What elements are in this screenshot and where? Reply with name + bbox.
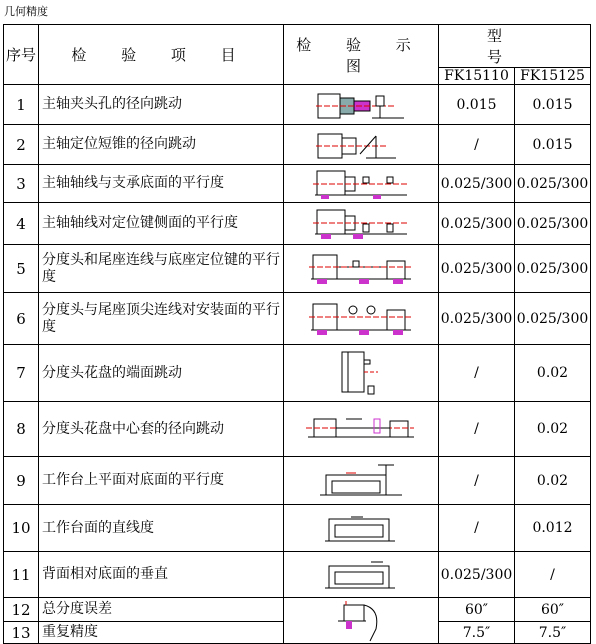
table-row xyxy=(4,165,591,203)
row-number: 2 xyxy=(4,125,39,165)
header-seq: 序号 xyxy=(4,25,39,85)
value-fk15125: 0.025/300 xyxy=(515,293,591,345)
value-fk15110: / xyxy=(439,125,515,165)
value-fk15110: 60″ xyxy=(439,598,515,622)
table-row xyxy=(4,125,591,165)
value-fk15110: 0.025/300 xyxy=(439,245,515,293)
row-number: 4 xyxy=(4,203,39,245)
row-number: 3 xyxy=(4,165,39,203)
row-item: 工作台面的直线度 xyxy=(39,505,284,552)
diagram-9 xyxy=(284,457,439,505)
value-fk15110: 7.5″ xyxy=(439,622,515,644)
diagram-11 xyxy=(284,552,439,598)
row-number: 7 xyxy=(4,345,39,402)
row-number: 1 xyxy=(4,85,39,125)
diagram-2 xyxy=(284,125,439,165)
table-row xyxy=(4,245,591,293)
table-row xyxy=(4,505,591,552)
row-number: 13 xyxy=(4,622,39,644)
diagram-5 xyxy=(284,245,439,293)
header-diagram: 检 验 示 图 xyxy=(284,25,439,85)
value-fk15110: 0.025/300 xyxy=(439,203,515,245)
table-row xyxy=(4,293,591,345)
row-number: 9 xyxy=(4,457,39,505)
value-fk15110: 0.025/300 xyxy=(439,165,515,203)
diagram-4 xyxy=(284,203,439,245)
value-fk15110: / xyxy=(439,505,515,552)
value-fk15125: 0.012 xyxy=(515,505,591,552)
table-row xyxy=(4,203,591,245)
row-item: 背面相对底面的垂直 xyxy=(39,552,284,598)
table-row xyxy=(4,457,591,505)
table-row xyxy=(4,552,591,598)
value-fk15110: / xyxy=(439,345,515,402)
diagram-1 xyxy=(284,85,439,125)
header-model: 型 号 xyxy=(439,25,591,68)
value-fk15125: 0.02 xyxy=(515,457,591,505)
page-caption: 几何精度 xyxy=(4,5,48,18)
header-item: 检 验 项 目 xyxy=(39,25,284,85)
geometric-accuracy-table xyxy=(3,24,591,644)
table-row xyxy=(4,402,591,457)
diagram-10 xyxy=(284,505,439,552)
header-row xyxy=(4,25,591,68)
value-fk15110: 0.025/300 xyxy=(439,552,515,598)
diagram-8 xyxy=(284,402,439,457)
row-number: 10 xyxy=(4,505,39,552)
row-item: 重复精度 xyxy=(39,622,284,644)
row-item: 主轴轴线对定位键侧面的平行度 xyxy=(39,203,284,245)
value-fk15125: 0.015 xyxy=(515,85,591,125)
row-item: 主轴轴线与支承底面的平行度 xyxy=(39,165,284,203)
diagram-7 xyxy=(284,345,439,402)
row-number: 8 xyxy=(4,402,39,457)
row-item: 总分度误差 xyxy=(39,598,284,622)
row-number: 11 xyxy=(4,552,39,598)
value-fk15110: / xyxy=(439,457,515,505)
row-item: 工作台上平面对底面的平行度 xyxy=(39,457,284,505)
value-fk15110: 0.015 xyxy=(439,85,515,125)
row-number: 5 xyxy=(4,245,39,293)
diagram-3 xyxy=(284,165,439,203)
row-item: 主轴定位短锥的径向跳动 xyxy=(39,125,284,165)
value-fk15125: 0.02 xyxy=(515,402,591,457)
row-item: 分度头花盘中心套的径向跳动 xyxy=(39,402,284,457)
value-fk15125: 0.025/300 xyxy=(515,203,591,245)
row-item: 分度头花盘的端面跳动 xyxy=(39,345,284,402)
row-item: 分度头和尾座连线与底座定位键的平行度 xyxy=(39,245,284,293)
value-fk15125: 0.02 xyxy=(515,345,591,402)
row-number: 6 xyxy=(4,293,39,345)
table-row xyxy=(4,345,591,402)
value-fk15125: 0.015 xyxy=(515,125,591,165)
value-fk15110: / xyxy=(439,402,515,457)
value-fk15125: 0.025/300 xyxy=(515,165,591,203)
value-fk15125: 60″ xyxy=(515,598,591,622)
value-fk15125: 0.025/300 xyxy=(515,245,591,293)
row-number: 12 xyxy=(4,598,39,622)
header-model-b: FK15125 xyxy=(515,68,591,85)
table-row xyxy=(4,85,591,125)
header-model-a: FK15110 xyxy=(439,68,515,85)
diagram-12-13 xyxy=(284,598,439,644)
diagram-6 xyxy=(284,293,439,345)
value-fk15125: 7.5″ xyxy=(515,622,591,644)
table-row xyxy=(4,598,591,622)
value-fk15125: / xyxy=(515,552,591,598)
row-item: 主轴夹头孔的径向跳动 xyxy=(39,85,284,125)
value-fk15110: 0.025/300 xyxy=(439,293,515,345)
row-item: 分度头与尾座顶尖连线对安装面的平行度 xyxy=(39,293,284,345)
